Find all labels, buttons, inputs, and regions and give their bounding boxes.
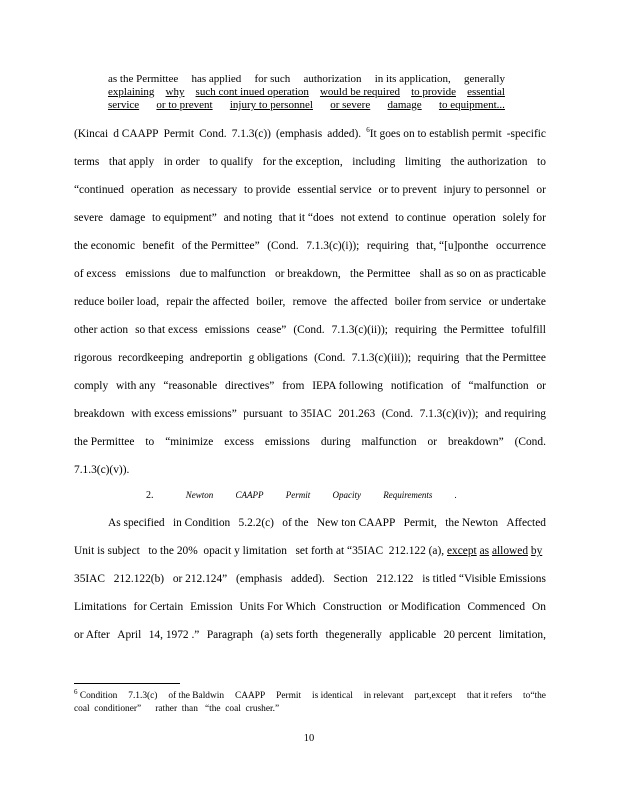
text-segment: (Cond.	[314, 352, 346, 364]
text-segment: in its application,	[374, 73, 451, 85]
text-segment: or	[536, 184, 546, 196]
text-segment: “continued	[74, 184, 124, 196]
text-segment: or to prevent	[156, 99, 213, 111]
text-segment: for such	[254, 73, 291, 85]
text-segment: severe	[74, 212, 104, 224]
text-segment: 201.263	[338, 408, 376, 420]
text-segment: in order	[163, 156, 200, 168]
text-segment: 212.122	[376, 573, 414, 585]
text-segment: of the	[282, 517, 309, 529]
text-segment: (a) sets forth	[260, 629, 319, 641]
text-segment: 7.1.3(c)(ii));	[331, 324, 388, 336]
text-segment: in Condition	[172, 517, 231, 529]
text-segment: to provide	[244, 184, 291, 196]
text-segment: 5.2.2(c)	[238, 517, 274, 529]
text-segment: with any	[116, 380, 156, 392]
text-segment: service	[108, 99, 140, 111]
text-segment: requiring	[417, 352, 460, 364]
text-segment: other action	[74, 324, 129, 336]
para2-line-3	[74, 572, 546, 586]
text-segment: comply	[74, 380, 109, 392]
text-segment: the Permittee	[350, 268, 411, 280]
quote-line-3	[108, 99, 505, 111]
text-segment: authorization	[303, 73, 362, 85]
footnote-mark: 6	[74, 687, 78, 696]
text-segment: thegenerally	[325, 629, 382, 641]
text-segment: solely for	[502, 212, 546, 224]
text-segment: pursuant	[243, 408, 283, 420]
body-line-8	[74, 323, 546, 337]
body-line-12	[74, 435, 546, 449]
text-segment: Limitations	[74, 601, 127, 613]
text-segment: Construction	[322, 601, 382, 613]
text-segment: Commenced	[467, 601, 526, 613]
text-segment: or breakdown,	[274, 268, 341, 280]
text-segment: from	[282, 380, 305, 392]
body-line-3	[74, 183, 546, 197]
text-segment: or severe	[330, 99, 371, 111]
section-heading: 2. Newton CAAPP Permit Opacity Requirements .	[146, 490, 457, 501]
text-segment: has applied	[191, 73, 242, 85]
body-line-7	[74, 295, 546, 309]
text-segment: breakdown”	[447, 436, 504, 448]
text-segment: with excess emissions”	[131, 408, 237, 420]
text-segment: or	[427, 436, 438, 448]
text-segment: “minimize	[165, 436, 214, 448]
text-segment: terms	[74, 156, 100, 168]
text-segment: not extend	[340, 212, 389, 224]
text-segment: boiler,	[256, 296, 286, 308]
text-segment: or Modification	[388, 601, 461, 613]
text-segment: (emphasis	[236, 573, 283, 585]
text-segment: is titled “Visible Emissions	[422, 573, 546, 585]
text-segment: the Newton	[445, 517, 499, 529]
text-segment: Paragraph	[206, 629, 254, 641]
para2-line-4	[74, 600, 546, 614]
text-segment: emissions	[264, 436, 310, 448]
footnote-reference: 6	[366, 126, 370, 135]
text-segment: including	[352, 156, 396, 168]
text-segment: injury to personnel	[229, 99, 313, 111]
text-segment: benefit	[142, 240, 175, 252]
text-segment: excess	[224, 436, 254, 448]
text-segment: to equipment...	[438, 99, 505, 111]
text-segment: to continue	[395, 212, 447, 224]
body-line-13: 7.1.3(c)(v)).	[74, 464, 130, 476]
text-segment: applicable	[389, 629, 437, 641]
text-segment: notification	[390, 380, 444, 392]
text-segment: andreportin	[189, 352, 243, 364]
text-segment: to qualify	[209, 156, 254, 168]
text-segment: and requiring	[484, 408, 546, 420]
text-segment: emissions	[204, 324, 250, 336]
body-line-2	[74, 155, 546, 169]
text-segment: (Cond.	[381, 408, 414, 420]
text-segment: added).	[290, 573, 325, 585]
text-segment: “malfunction	[468, 380, 529, 392]
text-segment: or 212.124”	[172, 573, 228, 585]
text-segment: 14, 1972 .”	[148, 629, 200, 641]
text-segment: limiting	[404, 156, 441, 168]
text-segment: that apply	[108, 156, 155, 168]
text-segment: to	[537, 156, 546, 168]
text-segment: requiring	[366, 240, 409, 252]
text-segment: the authorization	[450, 156, 528, 168]
text-segment: Affected	[506, 517, 546, 529]
text-segment: for Certain	[133, 601, 184, 613]
text-segment: emissions	[125, 268, 171, 280]
text-segment: the Permittee	[443, 324, 505, 336]
text-segment: rigorous	[74, 352, 112, 364]
text-segment: directives”	[225, 380, 275, 392]
text-segment: to equipment”	[152, 212, 217, 224]
text-segment: 7.1.3(c)(iv));	[419, 408, 479, 420]
text-segment: so that excess	[135, 324, 198, 336]
footnote-line-1: $^6$ Condition 7.1.3(c) of the Baldwin CAAPP Permit is identical in relevant part,except that it refers to“the	[74, 687, 546, 701]
text-segment: the economic	[74, 240, 136, 252]
text-segment: of	[451, 380, 461, 392]
text-segment: operation	[452, 212, 496, 224]
text-segment: g obligations	[248, 352, 308, 364]
text-segment: due to malfunction	[179, 268, 266, 280]
body-line-5	[74, 239, 546, 253]
page-number: 10	[303, 733, 315, 744]
text-segment: Emission	[190, 601, 233, 613]
text-segment: generally	[464, 73, 505, 85]
text-segment: tofulfill	[511, 324, 546, 336]
text-segment: or After	[74, 629, 110, 641]
footnote-line-2: coal conditioner” rather than “the coal crusher.”	[74, 704, 280, 714]
text-segment: damage	[109, 212, 146, 224]
text-segment: would be required	[319, 86, 400, 98]
text-segment: of the Permittee”	[181, 240, 260, 252]
text-segment: to 35IAC	[289, 408, 332, 420]
text-segment: Units For Which	[239, 601, 316, 613]
text-segment: 7.1.3(c)(i));	[306, 240, 360, 252]
text-segment: or	[536, 380, 546, 392]
text-segment: 35IAC	[74, 573, 106, 585]
text-segment: for the exception,	[262, 156, 343, 168]
text-segment: to provide	[411, 86, 456, 98]
text-segment: damage	[387, 99, 422, 111]
text-segment: 7.1.3(c)(iii));	[351, 352, 412, 364]
text-segment: limitation,	[498, 629, 546, 641]
text-segment: that it “does	[278, 212, 334, 224]
text-segment: boiler from service	[394, 296, 482, 308]
text-segment: or to prevent	[378, 184, 437, 196]
text-segment: (Cond.	[267, 240, 299, 252]
text-segment: 20 percent	[443, 629, 492, 641]
para2-line-5	[74, 628, 546, 642]
text-segment: during	[320, 436, 351, 448]
para2-line-1	[108, 516, 546, 530]
quote-line-1	[108, 73, 505, 85]
text-segment: breakdown	[74, 408, 125, 420]
text-segment: April	[117, 629, 142, 641]
text-segment: essential	[467, 86, 505, 98]
body-line-1: (Kincai d CAAPP Permit Cond. 7.1.3(c)) (emphasis added). $^6$It goes on to establish permit -specific	[74, 126, 546, 140]
text-segment: shall as so on as practicable	[419, 268, 546, 280]
body-line-10	[74, 379, 546, 393]
text-segment: recordkeeping	[118, 352, 184, 364]
text-segment: On	[531, 601, 546, 613]
text-segment: as the Permittee	[108, 73, 179, 85]
text-segment: 212.122(b)	[113, 573, 165, 585]
text-segment: repair the affected	[166, 296, 250, 308]
text-segment: (Cond.	[293, 324, 325, 336]
text-segment: reduce boiler load,	[74, 296, 160, 308]
text-segment: remove	[292, 296, 327, 308]
text-segment: such cont inued operation	[195, 86, 309, 98]
section-number: 2.	[146, 490, 154, 501]
text-segment: malfunction	[361, 436, 417, 448]
text-segment: the Permittee	[74, 436, 135, 448]
text-segment: injury to personnel	[443, 184, 530, 196]
body-line-11	[74, 407, 546, 421]
text-segment: the affected	[334, 296, 388, 308]
text-segment: operation	[130, 184, 174, 196]
text-segment: why	[165, 86, 185, 98]
text-segment: New ton CAAPP	[316, 517, 396, 529]
text-segment: that the Permittee	[465, 352, 546, 364]
footnote-separator	[74, 683, 180, 684]
text-segment: (Cond.	[514, 436, 546, 448]
body-line-6	[74, 267, 546, 281]
text-segment: Section	[333, 573, 368, 585]
text-segment: requiring	[394, 324, 437, 336]
para2-line-2: Unit is subject to the 20% opacit y limitation set forth at “35IAC 212.122 (a), except as allowed by	[74, 545, 543, 557]
text-segment: “reasonable	[163, 380, 218, 392]
text-segment: As specified	[108, 517, 165, 529]
text-segment: or undertake	[488, 296, 546, 308]
text-segment: cease”	[256, 324, 287, 336]
text-segment: IEPA following	[312, 380, 383, 392]
text-segment: explaining	[108, 86, 155, 98]
text-segment: to	[145, 436, 155, 448]
text-segment: and noting	[223, 212, 273, 224]
body-line-4	[74, 211, 546, 225]
quote-line-2	[108, 86, 505, 98]
text-segment: as necessary	[180, 184, 238, 196]
text-segment: Permit,	[403, 517, 437, 529]
text-segment: of excess	[74, 268, 117, 280]
text-segment: that, “[u]ponthe	[416, 240, 489, 252]
body-line-9	[74, 351, 546, 365]
text-segment: essential service	[297, 184, 372, 196]
text-segment: occurrence	[496, 240, 546, 252]
